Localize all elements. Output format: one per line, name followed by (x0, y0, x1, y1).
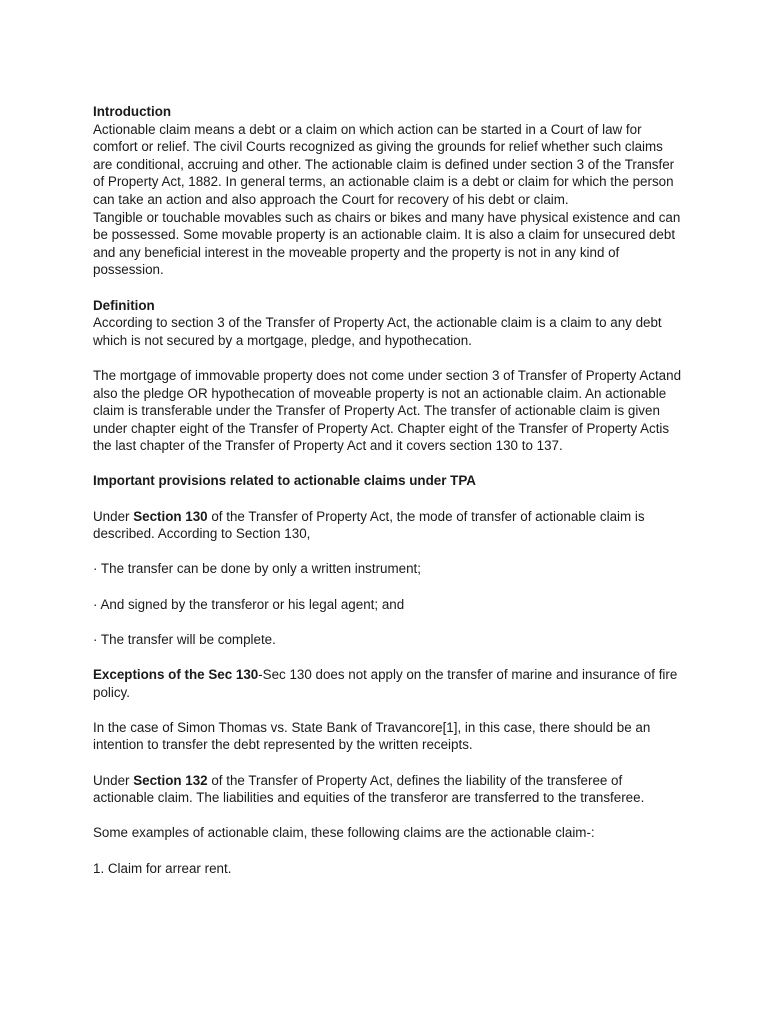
section-130-text: of the Transfer of Property Act, the mode of transfer of actionable claim is described. According to Section 130, (93, 508, 645, 542)
definition-paragraph-1: According to section 3 of the Transfer of Property Act, the actionable claim is a claim to any debt which is not secured by a mortgage, pledge, and hypothecation. (93, 315, 662, 348)
spacer (93, 842, 683, 860)
spacer (93, 613, 683, 631)
section-130-paragraph (93, 508, 683, 543)
document-page (93, 103, 683, 877)
exceptions-paragraph (93, 666, 683, 701)
exceptions-bold: Exceptions of the Sec 130 (93, 667, 259, 682)
section-132-paragraph (93, 772, 683, 807)
spacer (93, 349, 683, 367)
introduction-paragraph-2: Tangible or touchable movables such as chairs or bikes and many have physical existence and can be possessed. Some movable property is an actionable claim. It is also a claim for unsecured debt and any beneficial interest in the moveable property and the property is not in any kind of possession. (93, 209, 681, 278)
example-item-1: 1. Claim for arrear rent. (93, 860, 232, 876)
definition-heading: Definition (93, 297, 155, 313)
introduction-heading: Introduction (93, 104, 172, 119)
section-132-text: of the Transfer of Property Act, defines the liability of the transferee of actionable claim. The liabilities and equities of the transferor are transferred to the transferee. (93, 772, 645, 806)
bullet-item-3: · The transfer will be complete. (93, 631, 276, 647)
section-130-bold: Section 130 (133, 508, 208, 524)
section-130-prefix: Under (93, 508, 134, 524)
spacer (93, 648, 683, 666)
case-paragraph: In the case of Simon Thomas vs. State Bank of Travancore[1], in this case, there should be an intention to transfer the debt represented by the written receipts. (93, 719, 651, 753)
bullet-item-2: · And signed by the transferor or his legal agent; and (93, 596, 405, 612)
section-132-bold: Section 132 (133, 772, 208, 788)
spacer (93, 578, 683, 596)
examples-intro: Some examples of actionable claim, these following claims are the actionable claim-: (93, 825, 595, 841)
introduction-paragraph-1: Actionable claim means a debt or a claim on which action can be started in a Court of law for comfort or relief. The civil Courts recognized as giving the grounds for relief whether such claims are conditional, accruing and other. The actionable claim is defined under section 3 of the Transfer of Property Act, 1882. In general terms, an actionable claim is a debt or claim for which the person can take an action and also approach the Court for recovery of his debt or claim. (93, 121, 675, 207)
exceptions-text: -Sec 130 does not apply on the transfer of marine and insurance of fire policy. (93, 667, 678, 700)
spacer (93, 807, 683, 825)
spacer (93, 455, 683, 473)
definition-paragraph-2: The mortgage of immovable property does not come under section 3 of Transfer of Property Actand also the pledge OR hypothecation of moveable property is not an actionable claim. An actionable claim is transferable under the Transfer of Property Act. The transfer of actionable claim is given under chapter eight of the Transfer of Property Act. Chapter eight of the Transfer of Property Actis the last chapter of the Transfer of Property Act and it covers section 130 to 137. (93, 367, 682, 454)
bullet-item-1: · The transfer can be done by only a written instrument; (93, 561, 421, 577)
section-132-prefix: Under (93, 772, 134, 788)
spacer (93, 279, 683, 297)
spacer (93, 490, 683, 508)
provisions-heading: Important provisions related to actionable claims under TPA (93, 473, 476, 489)
spacer (93, 754, 683, 772)
spacer (93, 543, 683, 561)
spacer (93, 701, 683, 719)
